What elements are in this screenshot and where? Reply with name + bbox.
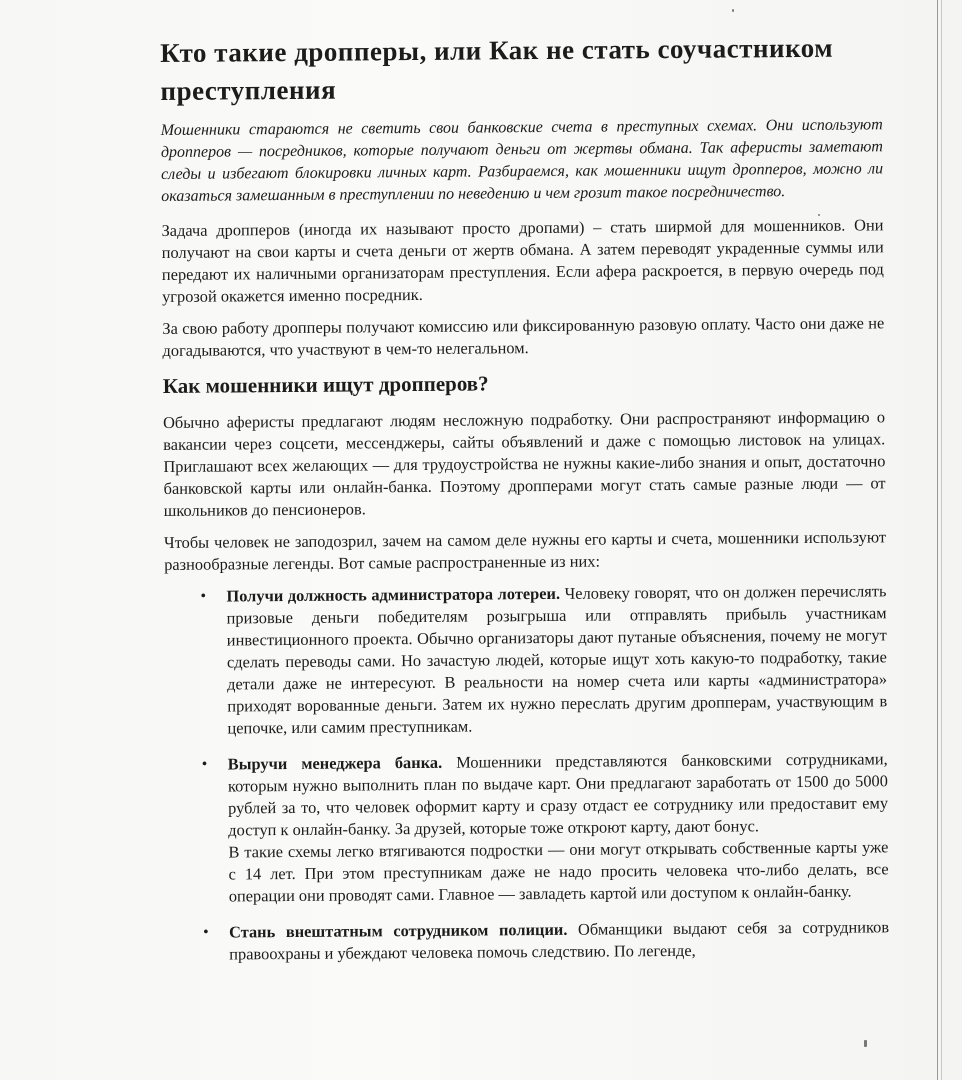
list-item-title: Получи должность администратора лотереи.	[226, 583, 561, 606]
paragraph: За свою работу дропперы получают комиссию или фиксированную разовую оплату. Часто они даже не догадываются, что участвуют в чем-то нелегальном.	[162, 313, 885, 360]
list-item-title: Стань внештатным сотрудником полиции.	[228, 919, 568, 942]
article-title: Кто такие дропперы, или Как не стать соучастником преступления	[160, 32, 834, 106]
paragraph: Чтобы человек не заподозрил, зачем на самом деле нужны его карты и счета, мошенники используют разнообразные легенды. Вот самые распространенные из них:	[163, 527, 887, 574]
scan-speck	[864, 1040, 867, 1047]
scheme-list	[164, 580, 889, 966]
list-item-title: Выручи менеджера банка.	[227, 752, 443, 774]
article	[160, 28, 889, 980]
list-item-text: Мошенники представляются банковскими сотрудниками, которым нужно выполнить план по выдаче карт. Они предлагают заработать от 1500 до 5000 рублей за то, что человек оформит карту и сразу отдаст ее сотруднику или предоставит ему доступ к онлайн-банку. За друзей, которые тоже откроют карту, дают бонус.	[227, 749, 889, 840]
list-item-text: В такие схемы легко втягиваются подростки — они могут открывать собственные карты уже с 14 лет. При этом преступникам даже не надо просить человека что-либо делать, все операции они проводят сами. Главное — завладеть картой или доступом к онлайн-банку.	[228, 837, 889, 906]
scan-speck	[732, 9, 734, 12]
paragraph: Обычно аферисты предлагают людям несложную подработку. Они распространяют информацию о вакансии через соцсети, мессенджеры, сайты объявлений и даже с помощью листовок на улицах. Приглашают всех желающих — для трудоустройства не нужны какие-либо знания и опыт, достаточно банковской карты или онлайн-банка. Поэтому дропперами могут стать самые разные люди — от школьников до пенсионеров.	[162, 407, 886, 520]
section-heading: Как мошенники ищут дропперов?	[162, 371, 489, 398]
article-lead: Мошенники стараются не светить свои банковские счета в преступных схемах. Они используют дропперов — посредников, которые получают деньги от жертвы обмана. Так аферисты заметают следы и избегают блокировки личных карт. Разбираемся, как мошенники ищут дропперов, можно ли оказаться замешанным в преступлении по неведению и чем грозит такое посредничество.	[160, 116, 884, 205]
page-edge-line-secondary	[941, 0, 942, 1080]
paragraph: Задача дропперов (иногда их называют просто дропами) – стать ширмой для мошенников. Они получают на свои карты и счета деньги от жертв обмана. А затем переводят украденные суммы или передают их наличными организаторам преступления. Если афера раскроется, в первую очередь под угрозой окажется именно посредник.	[161, 215, 884, 306]
list-item	[228, 748, 889, 907]
list-item	[229, 916, 889, 965]
list-item	[226, 580, 887, 739]
list-item-text: Обманщики выдают себя за сотрудников правоохраны и убеждают человека помочь следствию. По легенде,	[229, 917, 890, 964]
list-item-text: Человеку говорят, что он должен перечислять призовые деньги победителям розыгрыша или отправлять прибыль участникам инвестиционного проекта. Обычно организаторы дают путаные объяснения, почему не могут сделать переводы сами. Но зачастую людей, которые ищут хоть какую-то подработку, такие детали даже не интересуют. В реальности на номер счета или карты «администратора» приходят ворованные деньги. Затем их нужно переслать другим дропперам, участвующим в цепочке, или самим преступникам.	[226, 581, 888, 738]
page-edge-line	[937, 0, 938, 1080]
